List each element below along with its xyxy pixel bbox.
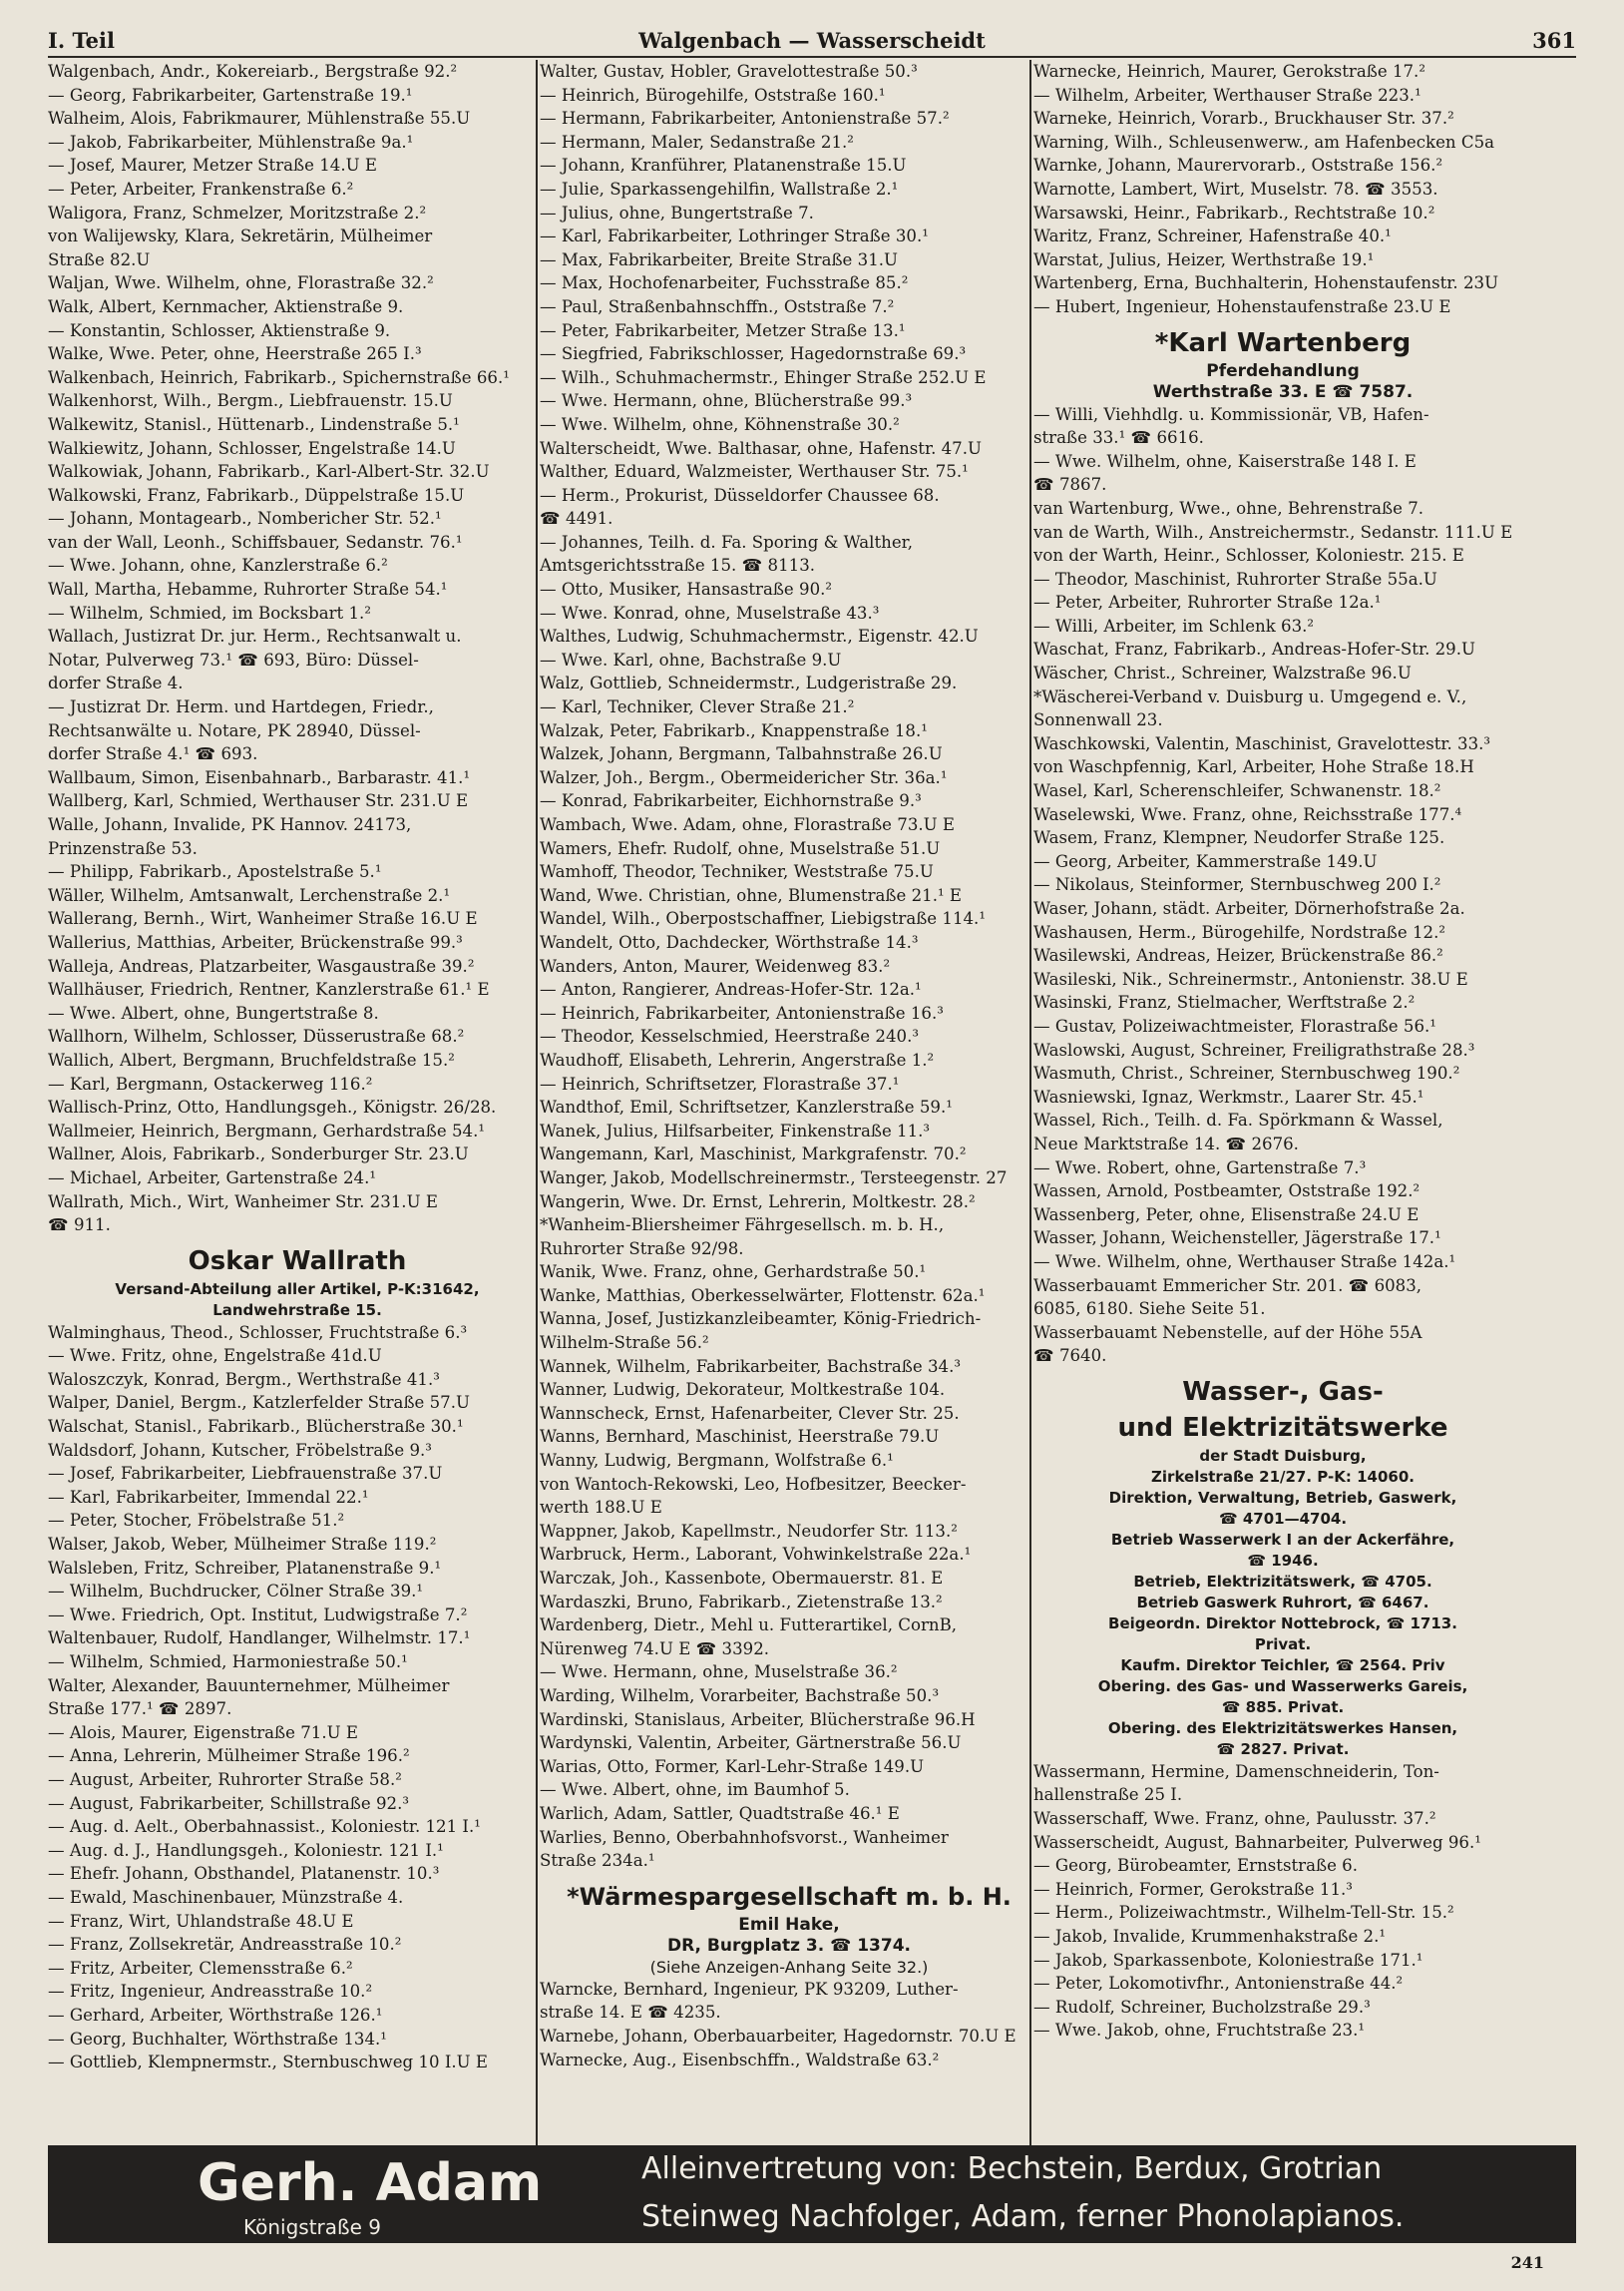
directory-entry: — Konstantin, Schlosser, Aktienstraße 9. <box>48 320 391 340</box>
directory-entry: — Johannes, Teilh. d. Fa. Sporing & Walther, <box>540 532 914 552</box>
directory-entry: — Wwe. Fritz, ohne, Engelstraße 41d.U <box>48 1346 382 1366</box>
directory-entry: — Wwe. Albert, ohne, im Baumhof 5. <box>540 1780 850 1800</box>
directory-entry: — Johann, Montagearb., Nombericher Str. 52.¹ <box>48 509 442 529</box>
directory-entry: Wallner, Alois, Fabrikarb., Sonderburger Str. 23.U <box>48 1145 469 1164</box>
header-rule <box>48 56 1576 58</box>
directory-entry: 6085, 6180. Siehe Seite 51. <box>1033 1299 1266 1319</box>
directory-entry: — Heinrich, Fabrikarbeiter, Antonienstraße 16.³ <box>540 1003 944 1023</box>
directory-entry: Wasser, Johann, Weichensteller, Jägerstraße 17.¹ <box>1033 1228 1441 1248</box>
directory-entry: Warding, Wilhelm, Vorarbeiter, Bachstraße 50.³ <box>540 1685 940 1705</box>
directory-entry: — Theodor, Kesselschmied, Heerstraße 240.³ <box>540 1027 919 1047</box>
directory-entry: — Anton, Rangierer, Andreas-Hofer-Str. 12a.¹ <box>540 980 922 1000</box>
directory-entry: Warneke, Heinrich, Vorarb., Bruckhauser Str. 37.² <box>1033 109 1454 129</box>
directory-entry: Warlies, Benno, Oberbahnhofsvorst., Wanheimer <box>540 1827 949 1847</box>
ad-wartenberg-line2: Werthstraße 33. E ☎ 7587. <box>1152 381 1414 402</box>
directory-entry: — Justizrat Dr. Herm. und Hartdegen, Friedr., <box>48 697 434 717</box>
directory-entry: Walzer, Joh., Bergm., Obermeidericher Str. 36a.¹ <box>540 767 948 787</box>
directory-entry: Waritz, Franz, Schreiner, Hafenstraße 40.¹ <box>1033 227 1392 246</box>
ad-wasser-line15: ☎ 2827. Privat. <box>1216 1739 1350 1758</box>
directory-entry: Wanna, Josef, Justizkanzleibeamter, König-Friedrich- <box>540 1309 982 1329</box>
directory-entry: — Ehefr. Johann, Obsthandel, Platanenstr. 10.³ <box>48 1864 440 1884</box>
directory-entry: Warnke, Johann, Maurervorarb., Oststraße 156.² <box>1033 156 1443 176</box>
ad-wasser-line8: Betrieb Gaswerk Ruhrort, ☎ 6467. <box>1136 1593 1429 1611</box>
directory-entry: Wambach, Wwe. Adam, ohne, Florastraße 73.U E <box>540 815 956 834</box>
directory-entry: Wallhäuser, Friedrich, Rentner, Kanzlerstraße 61.¹ E <box>48 980 490 1000</box>
directory-entry: — Wwe. Jakob, ohne, Fruchtstraße 23.¹ <box>1033 2021 1366 2041</box>
directory-entry: Walheim, Alois, Fabrikmaurer, Mühlenstraße 55.U <box>48 109 471 129</box>
directory-entry: Walter, Gustav, Hobler, Gravelottestraße 50.³ <box>540 62 918 81</box>
directory-entry: — Wwe. Konrad, ohne, Muselstraße 43.³ <box>540 603 880 623</box>
directory-entry: von der Warth, Heinr., Schlosser, Koloniestr. 215. E <box>1033 546 1464 566</box>
directory-entry: Warning, Wilh., Schleusenwerw., am Hafenbecken C5a <box>1033 132 1495 152</box>
directory-entry: Wasileski, Nik., Schreinermstr., Antonienstr. 38.U E <box>1033 969 1468 989</box>
directory-entry: Wartenberg, Erna, Buchhalterin, Hohenstaufenstr. 23U <box>1033 273 1499 293</box>
directory-entry: — Aug. d. J., Handlungsgeh., Koloniestr. 121 I.¹ <box>48 1840 444 1860</box>
directory-entry: — Wwe. Wilhelm, ohne, Köhnenstraße 30.² <box>540 414 900 434</box>
directory-entry: ☎ 7867. <box>1033 475 1107 495</box>
directory-entry: — Franz, Zollsekretär, Andreasstraße 10.² <box>48 1935 402 1955</box>
banner-line1: Alleinvertretung von: Bechstein, Berdux, Grotrian <box>641 2151 1383 2186</box>
directory-entry: — Karl, Fabrikarbeiter, Lothringer Straße 30.¹ <box>540 227 929 246</box>
directory-entry: Warstat, Julius, Heizer, Werthstraße 19.¹ <box>1033 249 1375 269</box>
directory-entry: Wallrath, Mich., Wirt, Wanheimer Str. 231.U E <box>48 1191 438 1211</box>
directory-entry: — Wwe. Wilhelm, ohne, Kaiserstraße 148 I. E <box>1033 451 1417 471</box>
directory-entry: Wanders, Anton, Maurer, Weidenweg 83.² <box>540 956 891 976</box>
directory-entry: — Julie, Sparkassengehilfin, Wallstraße 2.¹ <box>540 179 899 199</box>
directory-entry: — Hermann, Maler, Sedanstraße 21.² <box>540 132 854 152</box>
banner-address: Königstraße 9 <box>243 2215 382 2239</box>
ad-waerme-line1: Emil Hake, <box>738 1914 840 1935</box>
directory-entry: Walkowski, Franz, Fabrikarb., Düppelstraße 15.U <box>48 485 465 505</box>
directory-entry: — Georg, Arbeiter, Kammerstraße 149.U <box>1033 851 1378 871</box>
entries-col1 <box>48 60 547 1237</box>
ad-wasser-line4: ☎ 4701—4704. <box>1218 1509 1348 1528</box>
directory-entry: — Peter, Fabrikarbeiter, Metzer Straße 13.¹ <box>540 320 906 340</box>
directory-entry: — Wilhelm, Schmied, Harmoniestraße 50.¹ <box>48 1652 408 1671</box>
directory-entry: ☎ 4491. <box>540 509 613 529</box>
directory-entry: — Georg, Fabrikarbeiter, Gartenstraße 19.¹ <box>48 85 413 105</box>
directory-entry: — Heinrich, Schriftsetzer, Florastraße 37.¹ <box>540 1074 900 1094</box>
directory-entry: ☎ 7640. <box>1033 1346 1107 1366</box>
directory-entry: Walkewitz, Stanisl., Hüttenarb., Lindenstraße 5.¹ <box>48 414 460 434</box>
directory-entry: Warnotte, Lambert, Wirt, Muselstr. 78. ☎ 3553. <box>1033 179 1438 199</box>
column-2 <box>540 60 1038 2145</box>
directory-entry: Wasserscheidt, August, Bahnarbeiter, Pulverweg 96.¹ <box>1033 1832 1481 1852</box>
folio-number: 241 <box>1510 2253 1544 2272</box>
directory-entry: Warsawski, Heinr., Fabrikarb., Rechtstraße 10.² <box>1033 203 1435 223</box>
directory-entry: Walper, Daniel, Bergm., Katzlerfelder Straße 57.U <box>48 1393 471 1413</box>
directory-entry: — Fritz, Arbeiter, Clemensstraße 6.² <box>48 1958 353 1978</box>
directory-entry: Waloszczyk, Konrad, Bergm., Werthstraße 41.³ <box>48 1369 440 1389</box>
directory-entry: Wall, Martha, Hebamme, Ruhrorter Straße 54.¹ <box>48 580 448 600</box>
directory-entry: Waldsdorf, Johann, Kutscher, Fröbelstraße 9.³ <box>48 1440 432 1460</box>
directory-entry: — Julius, ohne, Bungertstraße 7. <box>540 203 814 223</box>
directory-entry: Warbruck, Herm., Laborant, Vohwinkelstraße 22a.¹ <box>540 1545 972 1565</box>
directory-entry: Wanek, Julius, Hilfsarbeiter, Finkenstraße 11.³ <box>540 1121 931 1141</box>
directory-entry: Wamers, Ehefr. Rudolf, ohne, Muselstraße 51.U <box>540 838 941 858</box>
directory-entry: Sonnenwall 23. <box>1033 710 1163 730</box>
directory-entry: Wardynski, Valentin, Arbeiter, Gärtnerstraße 56.U <box>540 1733 962 1753</box>
directory-entry: — Herm., Prokurist, Düsseldorfer Chaussee 68. <box>540 485 940 505</box>
directory-entry: — Paul, Straßenbahnschffn., Oststraße 7.² <box>540 296 895 316</box>
directory-entry: Waselewski, Wwe. Franz, ohne, Reichsstraße 177.⁴ <box>1033 804 1462 824</box>
directory-entry: Walleja, Andreas, Platzarbeiter, Wasgaustraße 39.² <box>48 956 475 976</box>
directory-entry: von Wantoch-Rekowski, Leo, Hofbesitzer, Beecker- <box>540 1474 967 1494</box>
column-3 <box>1033 60 1532 2145</box>
directory-entry: — Aug. d. Aelt., Oberbahnassist., Koloniestr. 121 I.¹ <box>48 1817 481 1837</box>
directory-entry: Walsleben, Fritz, Schreiber, Platanenstraße 9.¹ <box>48 1558 442 1578</box>
directory-entry: Wassel, Rich., Teilh. d. Fa. Spörkmann & Wassel, <box>1033 1111 1443 1131</box>
page-header <box>48 28 1576 58</box>
directory-entry: — Konrad, Fabrikarbeiter, Eichhornstraße 9.³ <box>540 791 922 811</box>
entries-col1b <box>48 1321 547 2074</box>
directory-entry: — Peter, Stocher, Fröbelstraße 51.² <box>48 1511 345 1531</box>
directory-entry: van der Wall, Leonh., Schiffsbauer, Sedanstr. 76.¹ <box>48 532 463 552</box>
directory-entry: van Wartenburg, Wwe., ohne, Behrenstraße 7. <box>1033 498 1424 518</box>
ad-wasser-line12: Obering. des Gas- und Wasserwerks Gareis, <box>1097 1676 1468 1695</box>
ad-wasserwerke <box>1033 1374 1532 1760</box>
ad-oskar-wallrath <box>48 1243 547 1321</box>
directory-entry: — Hubert, Ingenieur, Hohenstaufenstraße 23.U E <box>1033 296 1451 316</box>
directory-entry: — Jakob, Invalide, Krummenhakstraße 2.¹ <box>1033 1927 1387 1947</box>
directory-entry: Wardinski, Stanislaus, Arbeiter, Blücherstraße 96.H <box>540 1709 976 1729</box>
directory-entry: Wand, Wwe. Christian, ohne, Blumenstraße 21.¹ E <box>540 885 963 905</box>
directory-entry: Waschat, Franz, Fabrikarb., Andreas-Hofer-Str. 29.U <box>1033 640 1475 660</box>
ad-wasser-line2: Zirkelstraße 21/27. P-K: 14060. <box>1151 1467 1415 1486</box>
ad-wallrath-line1: Versand-Abteilung aller Artikel, P-K:31642, <box>115 1279 480 1298</box>
ad-wallrath-line2: Landwehrstraße 15. <box>212 1300 382 1319</box>
directory-entry: — Ewald, Maschinenbauer, Münzstraße 4. <box>48 1887 404 1907</box>
directory-entry: — Wilhelm, Arbeiter, Werthauser Straße 223.¹ <box>1033 85 1421 105</box>
directory-entry: Wäscher, Christ., Schreiner, Walzstraße 96.U <box>1033 664 1412 684</box>
directory-entry: Wangemann, Karl, Maschinist, Markgrafenstr. 70.² <box>540 1145 967 1164</box>
ad-wasser-line3: Direktion, Verwaltung, Betrieb, Gaswerk, <box>1108 1488 1457 1507</box>
directory-entry: Wasinski, Franz, Stielmacher, Werftstraße 2.² <box>1033 993 1416 1013</box>
ad-wasser-name1: Wasser-, Gas- <box>1182 1376 1384 1407</box>
directory-entry: — Rudolf, Schreiner, Bucholzstraße 29.³ <box>1033 1997 1371 2017</box>
directory-entry: Walzak, Peter, Fabrikarb., Knappenstraße 18.¹ <box>540 720 928 740</box>
directory-entry: — Karl, Fabrikarbeiter, Immendal 22.¹ <box>48 1487 369 1507</box>
directory-entry: Waschkowski, Valentin, Maschinist, Gravelottestr. 33.³ <box>1033 733 1491 753</box>
directory-entry: Warnecke, Aug., Eisenbschffn., Waldstraße 63.² <box>540 2050 940 2069</box>
directory-entry: von Walijewsky, Klara, Sekretärin, Mülheimer <box>48 227 433 246</box>
directory-entry: — Karl, Techniker, Clever Straße 21.² <box>540 697 855 717</box>
directory-entry: Wallberg, Karl, Schmied, Werthauser Str. 231.U E <box>48 791 469 811</box>
directory-entry: Wallbaum, Simon, Eisenbahnarb., Barbarastr. 41.¹ <box>48 767 471 787</box>
directory-entry: — August, Fabrikarbeiter, Schillstraße 92.³ <box>48 1793 409 1813</box>
directory-entry: — Anna, Lehrerin, Mülheimer Straße 196.² <box>48 1746 410 1766</box>
directory-entry: Prinzenstraße 53. <box>48 838 198 858</box>
ad-waerme-name: *Wärmespargesellschaft m. b. H. <box>567 1882 1012 1911</box>
directory-entry: — Jakob, Sparkassenbote, Koloniestraße 171.¹ <box>1033 1950 1423 1970</box>
ad-waerme-line3: (Siehe Anzeigen-Anhang Seite 32.) <box>649 1957 929 1977</box>
directory-entry: Wandel, Wilh., Oberpostschaffner, Liebigstraße 114.¹ <box>540 909 986 929</box>
directory-entry: Straße 82.U <box>48 249 151 269</box>
directory-entry: Wilhelm-Straße 56.² <box>540 1333 709 1353</box>
directory-entry: Wäller, Wilhelm, Amtsanwalt, Lerchenstraße 2.¹ <box>48 885 451 905</box>
directory-entry: Wanner, Ludwig, Dekorateur, Moltkestraße 104. <box>540 1380 946 1400</box>
directory-entry: Walkenbach, Heinrich, Fabrikarb., Spichernstraße 66.¹ <box>48 367 510 387</box>
directory-entry: Wanik, Wwe. Franz, ohne, Gerhardstraße 50.¹ <box>540 1262 927 1282</box>
directory-entry: — Peter, Arbeiter, Frankenstraße 6.² <box>48 179 354 199</box>
directory-entry: Rechtsanwälte u. Notare, PK 28940, Düssel- <box>48 720 421 740</box>
directory-entry: Waligora, Franz, Schmelzer, Moritzstraße 2.² <box>48 203 427 223</box>
directory-entry: Waslowski, August, Schreiner, Freiligrathstraße 28.³ <box>1033 1040 1475 1060</box>
directory-entry: Wallhorn, Wilhelm, Schlosser, Düsserustraße 68.² <box>48 1027 465 1047</box>
directory-entry: — Otto, Musiker, Hansastraße 90.² <box>540 580 833 600</box>
directory-entry: Walminghaus, Theod., Schlosser, Fruchtstraße 6.³ <box>48 1322 468 1342</box>
directory-entry: — Josef, Maurer, Metzer Straße 14.U E <box>48 156 377 176</box>
directory-entry: — Theodor, Maschinist, Ruhrorter Straße 55a.U <box>1033 569 1437 589</box>
directory-entry: — Wwe. Wilhelm, ohne, Werthauser Straße 142a.¹ <box>1033 1251 1456 1271</box>
directory-entry: Wallerius, Matthias, Arbeiter, Brückenstraße 99.³ <box>48 932 463 952</box>
directory-entry: — Georg, Bürobeamter, Ernststraße 6. <box>1033 1856 1358 1876</box>
directory-entry: — Philipp, Fabrikarb., Apostelstraße 5.¹ <box>48 862 382 882</box>
directory-entry: Wardaszki, Bruno, Fabrikarb., Zietenstraße 13.² <box>540 1592 943 1611</box>
directory-entry: Warias, Otto, Former, Karl-Lehr-Straße 149.U <box>540 1756 925 1776</box>
directory-entry: Straße 234a.¹ <box>540 1851 655 1871</box>
directory-entry: Walle, Johann, Invalide, PK Hannov. 24173, <box>48 815 412 834</box>
directory-entry: — Heinrich, Former, Gerokstraße 11.³ <box>1033 1879 1353 1899</box>
ad-wasser-line9: Beigeordn. Direktor Nottebrock, ☎ 1713. <box>1108 1613 1457 1632</box>
ad-wasser-line7: Betrieb, Elektrizitätswerk, ☎ 4705. <box>1133 1572 1432 1591</box>
ad-wartenberg-name: *Karl Wartenberg <box>1154 327 1412 358</box>
directory-entry: Amtsgerichtsstraße 15. ☎ 8113. <box>540 556 816 576</box>
directory-entry: Wassenberg, Peter, ohne, Elisenstraße 24.U E <box>1033 1204 1420 1224</box>
directory-entry: *Wäscherei-Verband v. Duisburg u. Umgegend e. V., <box>1033 687 1467 706</box>
ad-wasser-line6: ☎ 1946. <box>1247 1551 1319 1570</box>
ad-wasser-line11: Kaufm. Direktor Teichler, ☎ 2564. Priv <box>1120 1655 1445 1674</box>
ad-wasser-line14: Obering. des Elektrizitätswerkes Hansen, <box>1107 1718 1458 1737</box>
directory-entry: hallenstraße 25 I. <box>1033 1785 1183 1805</box>
directory-entry: Walser, Jakob, Weber, Mülheimer Straße 119.² <box>48 1535 437 1555</box>
directory-entry: — Willi, Arbeiter, im Schlenk 63.² <box>1033 616 1315 636</box>
directory-entry: — Wwe. Karl, ohne, Bachstraße 9.U <box>540 650 842 670</box>
directory-entry: — Wwe. Robert, ohne, Gartenstraße 7.³ <box>1033 1157 1367 1177</box>
directory-entry: — Wwe. Hermann, ohne, Blücherstraße 99.³ <box>540 391 913 411</box>
directory-entry: — Herm., Polizeiwachtmstr., Wilhelm-Tell-Str. 15.² <box>1033 1903 1454 1923</box>
banner-name: Gerh. Adam <box>198 2153 543 2213</box>
entries-col3b <box>1033 403 1532 1368</box>
directory-entry: — Peter, Lokomotivfhr., Antonienstraße 44.² <box>1033 1974 1404 1994</box>
directory-entry: Walthes, Ludwig, Schuhmachermstr., Eigenstr. 42.U <box>540 627 979 647</box>
directory-entry: Wasserschaff, Wwe. Franz, ohne, Paulusstr. 37.² <box>1033 1809 1436 1829</box>
directory-entry: Wasserbauamt Nebenstelle, auf der Höhe 55A <box>1033 1322 1422 1342</box>
page-title: Walgenbach — Wasserscheidt <box>638 28 986 53</box>
directory-entry: Walgenbach, Andr., Kokereiarb., Bergstraße 92.² <box>48 62 458 81</box>
directory-entry: Wanger, Jakob, Modellschreinermstr., Tersteegenstr. 27 <box>540 1167 1008 1187</box>
directory-entry: Wassen, Arnold, Postbeamter, Oststraße 192.² <box>1033 1181 1421 1201</box>
directory-entry: von Waschpfennig, Karl, Arbeiter, Hohe Straße 18.H <box>1033 757 1474 777</box>
directory-entry: — Gottlieb, Klempnermstr., Sternbuschweg 10 I.U E <box>48 2053 489 2072</box>
directory-entry: Waudhoff, Elisabeth, Lehrerin, Angerstraße 1.² <box>540 1050 935 1070</box>
directory-entry: Walk, Albert, Kernmacher, Aktienstraße 9. <box>48 296 404 316</box>
directory-entry: van de Warth, Wilh., Anstreichermstr., Sedanstr. 111.U E <box>1033 522 1513 542</box>
directory-entry: — Nikolaus, Steinformer, Sternbuschweg 200 I.² <box>1033 875 1441 895</box>
ad-wasser-line10: Privat. <box>1254 1634 1312 1653</box>
directory-entry: — Wwe. Hermann, ohne, Muselstraße 36.² <box>540 1662 898 1682</box>
directory-entry: — Jakob, Fabrikarbeiter, Mühlenstraße 9a.¹ <box>48 132 414 152</box>
directory-entry: — Peter, Arbeiter, Ruhrorter Straße 12a.¹ <box>1033 593 1382 613</box>
directory-entry: Walschat, Stanisl., Fabrikarb., Blücherstraße 30.¹ <box>48 1417 464 1437</box>
directory-entry: straße 33.¹ ☎ 6616. <box>1033 428 1204 448</box>
directory-entry: Walke, Wwe. Peter, ohne, Heerstraße 265 I.³ <box>48 344 422 364</box>
directory-entry: Walther, Eduard, Walzmeister, Werthauser Str. 75.¹ <box>540 462 969 482</box>
directory-entry: ☎ 911. <box>48 1215 111 1235</box>
directory-entry: — Johann, Kranführer, Platanenstraße 15.U <box>540 156 907 176</box>
entries-col3c <box>1033 1760 1532 2043</box>
directory-entry: Wamhoff, Theodor, Techniker, Weststraße 75.U <box>540 862 934 882</box>
directory-entry: Notar, Pulverweg 73.¹ ☎ 693, Büro: Düssel- <box>48 650 419 670</box>
column-1 <box>48 60 547 2145</box>
directory-entry: — Michael, Arbeiter, Gartenstraße 24.¹ <box>48 1167 377 1187</box>
directory-entry: — Siegfried, Fabrikschlosser, Hagedornstraße 69.³ <box>540 344 967 364</box>
directory-entry: Warnebe, Johann, Oberbauarbeiter, Hagedornstr. 70.U E <box>540 2026 1016 2046</box>
directory-entry: straße 14. E ☎ 4235. <box>540 2003 721 2023</box>
directory-entry: Wandthof, Emil, Schriftsetzer, Kanzlerstraße 59.¹ <box>540 1098 953 1118</box>
directory-entry: Wappner, Jakob, Kapellmstr., Neudorfer Str. 113.² <box>540 1521 958 1541</box>
directory-entry: dorfer Straße 4. <box>48 674 184 693</box>
directory-entry: Waljan, Wwe. Wilhelm, ohne, Florastraße 32.² <box>48 273 434 293</box>
ad-wallrath-name: Oskar Wallrath <box>188 1245 407 1276</box>
ad-wasser-line1: der Stadt Duisburg, <box>1199 1446 1367 1465</box>
directory-entry: Wallisch-Prinz, Otto, Handlungsgeh., Königstr. 26/28. <box>48 1098 497 1118</box>
ad-wasser-line5: Betrieb Wasserwerk I an der Ackerfähre, <box>1110 1530 1455 1549</box>
directory-entry: Walz, Gottlieb, Schneidermstr., Ludgeristraße 29. <box>540 674 958 693</box>
directory-entry: — Max, Hochofenarbeiter, Fuchsstraße 85.² <box>540 273 909 293</box>
directory-entry: Wannek, Wilhelm, Fabrikarbeiter, Bachstraße 34.³ <box>540 1356 961 1376</box>
directory-entry: Washausen, Herm., Bürogehilfe, Nordstraße 12.² <box>1033 922 1445 942</box>
directory-entry: Wangerin, Wwe. Dr. Ernst, Lehrerin, Moltkestr. 28.² <box>540 1191 976 1211</box>
directory-entry: Wanns, Bernhard, Maschinist, Heerstraße 79.U <box>540 1427 940 1447</box>
directory-entry: Walzek, Johann, Bergmann, Talbahnstraße 26.U <box>540 744 943 764</box>
ad-wasser-name2: und Elektrizitätswerke <box>1117 1412 1448 1443</box>
directory-entry: — Franz, Wirt, Uhlandstraße 48.U E <box>48 1911 354 1931</box>
directory-entry: — Heinrich, Bürogehilfe, Oststraße 160.¹ <box>540 85 886 105</box>
directory-entry: Warlich, Adam, Sattler, Quadtstraße 46.¹ E <box>540 1803 900 1823</box>
ad-wasser-line13: ☎ 885. Privat. <box>1221 1697 1345 1716</box>
directory-entry: — Gerhard, Arbeiter, Wörthstraße 126.¹ <box>48 2005 383 2025</box>
directory-entry: Walkenhorst, Wilh., Bergm., Liebfrauenstr. 15.U <box>48 391 453 411</box>
directory-entry: Straße 177.¹ ☎ 2897. <box>48 1699 232 1719</box>
directory-entry: Nürenweg 74.U E ☎ 3392. <box>540 1638 770 1658</box>
entries-col2 <box>540 60 1038 1873</box>
directory-entry: Warnecke, Heinrich, Maurer, Gerokstraße 17.² <box>1033 62 1425 81</box>
directory-entry: Walkiewitz, Johann, Schlosser, Engelstraße 14.U <box>48 438 456 458</box>
directory-entry: Wanke, Matthias, Oberkesselwärter, Flottenstr. 62a.¹ <box>540 1285 986 1305</box>
directory-entry: Walterscheidt, Wwe. Balthasar, ohne, Hafenstr. 47.U <box>540 438 982 458</box>
directory-entry: Ruhrorter Straße 92/98. <box>540 1238 744 1258</box>
directory-entry: — Karl, Bergmann, Ostackerweg 116.² <box>48 1074 373 1094</box>
directory-entry: Wassermann, Hermine, Damenschneiderin, Ton- <box>1033 1761 1439 1781</box>
directory-entry: Walkowiak, Johann, Fabrikarb., Karl-Albert-Str. 32.U <box>48 462 490 482</box>
directory-entry: — Hermann, Fabrikarbeiter, Antonienstraße 57.² <box>540 109 950 129</box>
directory-entry: Wasilewski, Andreas, Heizer, Brückenstraße 86.² <box>1033 946 1443 966</box>
directory-entry: — Max, Fabrikarbeiter, Breite Straße 31.U <box>540 249 899 269</box>
directory-entry: Waser, Johann, städt. Arbeiter, Dörnerhofstraße 2a. <box>1033 899 1465 918</box>
directory-entry: Wasmuth, Christ., Schreiner, Sternbuschweg 190.² <box>1033 1064 1460 1084</box>
directory-entry: werth 188.U E <box>540 1498 662 1518</box>
ad-wartenberg-line1: Pferdehandlung <box>1206 360 1360 381</box>
directory-entry: Wandelt, Otto, Dachdecker, Wörthstraße 14.³ <box>540 932 919 952</box>
directory-entry: — Fritz, Ingenieur, Andreasstraße 10.² <box>48 1982 373 2002</box>
directory-entry: Walter, Alexander, Bauunternehmer, Mülheimer <box>48 1675 450 1695</box>
ad-banner-gerh-adam <box>48 2145 1576 2243</box>
directory-entry: — Wilhelm, Schmied, im Bocksbart 1.² <box>48 603 371 623</box>
directory-entry: Neue Marktstraße 14. ☎ 2676. <box>1033 1134 1299 1153</box>
directory-entry: — Wwe. Albert, ohne, Bungertstraße 8. <box>48 1003 379 1023</box>
directory-entry: Wasniewski, Ignaz, Werkmstr., Laarer Str. 45.¹ <box>1033 1087 1424 1107</box>
directory-entry: Wasserbauamt Emmericher Str. 201. ☎ 6083, <box>1033 1275 1422 1295</box>
directory-entry: Warncke, Bernhard, Ingenieur, PK 93209, Luther- <box>540 1979 959 1999</box>
banner-line2: Steinweg Nachfolger, Adam, ferner Phonolapianos. <box>641 2199 1405 2234</box>
directory-entry: Wasel, Karl, Scherenschleifer, Schwanenstr. 18.² <box>1033 781 1441 801</box>
directory-entry: — Wilhelm, Buchdrucker, Cölner Straße 39.¹ <box>48 1582 424 1602</box>
directory-entry: dorfer Straße 4.¹ ☎ 693. <box>48 744 258 764</box>
directory-entry: — Wwe. Johann, ohne, Kanzlerstraße 6.² <box>48 556 388 576</box>
directory-entry: Wallmeier, Heinrich, Bergmann, Gerhardstraße 54.¹ <box>48 1121 486 1141</box>
entries-col3 <box>1033 60 1532 319</box>
directory-entry: Wardenberg, Dietr., Mehl u. Futterartikel, CornB, <box>540 1615 958 1635</box>
ad-waermespargesellschaft <box>540 1879 1038 1978</box>
directory-entry: — Gustav, Polizeiwachtmeister, Florastraße 56.¹ <box>1033 1016 1436 1036</box>
directory-entry: — Georg, Buchhalter, Wörthstraße 134.¹ <box>48 2029 387 2049</box>
directory-entry: — Wwe. Friedrich, Opt. Institut, Ludwigstraße 7.² <box>48 1604 468 1624</box>
directory-entry: Waltenbauer, Rudolf, Handlanger, Wilhelmstr. 17.¹ <box>48 1628 471 1648</box>
part-label: I. Teil <box>48 28 115 53</box>
directory-entry: — Wilh., Schuhmachermstr., Ehinger Straße 252.U E <box>540 367 987 387</box>
directory-entry: *Wanheim-Bliersheimer Fährgesellsch. m. b. H., <box>540 1215 945 1235</box>
directory-entry: — August, Arbeiter, Ruhrorter Straße 58.² <box>48 1769 402 1789</box>
page-number: 361 <box>1532 28 1576 53</box>
directory-entry: — Willi, Viehhdlg. u. Kommissionär, VB, Hafen- <box>1033 404 1429 424</box>
entries-col2b <box>540 1978 1038 2071</box>
directory-entry: Wallach, Justizrat Dr. jur. Herm., Rechtsanwalt u. <box>48 627 462 647</box>
ad-karl-wartenberg <box>1033 325 1532 403</box>
directory-entry: Wallerang, Bernh., Wirt, Wanheimer Straße 16.U E <box>48 909 478 929</box>
directory-entry: Wannscheck, Ernst, Hafenarbeiter, Clever Str. 25. <box>540 1403 960 1423</box>
directory-entry: — Alois, Maurer, Eigenstraße 71.U E <box>48 1722 359 1742</box>
directory-entry: Wasem, Franz, Klempner, Neudorfer Straße 125. <box>1033 828 1445 848</box>
directory-entry: — Josef, Fabrikarbeiter, Liebfrauenstraße 37.U <box>48 1464 443 1484</box>
ad-waerme-line2: DR, Burgplatz 3. ☎ 1374. <box>667 1935 911 1956</box>
directory-entry: Wanny, Ludwig, Bergmann, Wolfstraße 6.¹ <box>540 1451 894 1471</box>
directory-entry: Warczak, Joh., Kassenbote, Obermauerstr. 81. E <box>540 1569 944 1588</box>
directory-entry: Wallich, Albert, Bergmann, Bruchfeldstraße 15.² <box>48 1050 455 1070</box>
